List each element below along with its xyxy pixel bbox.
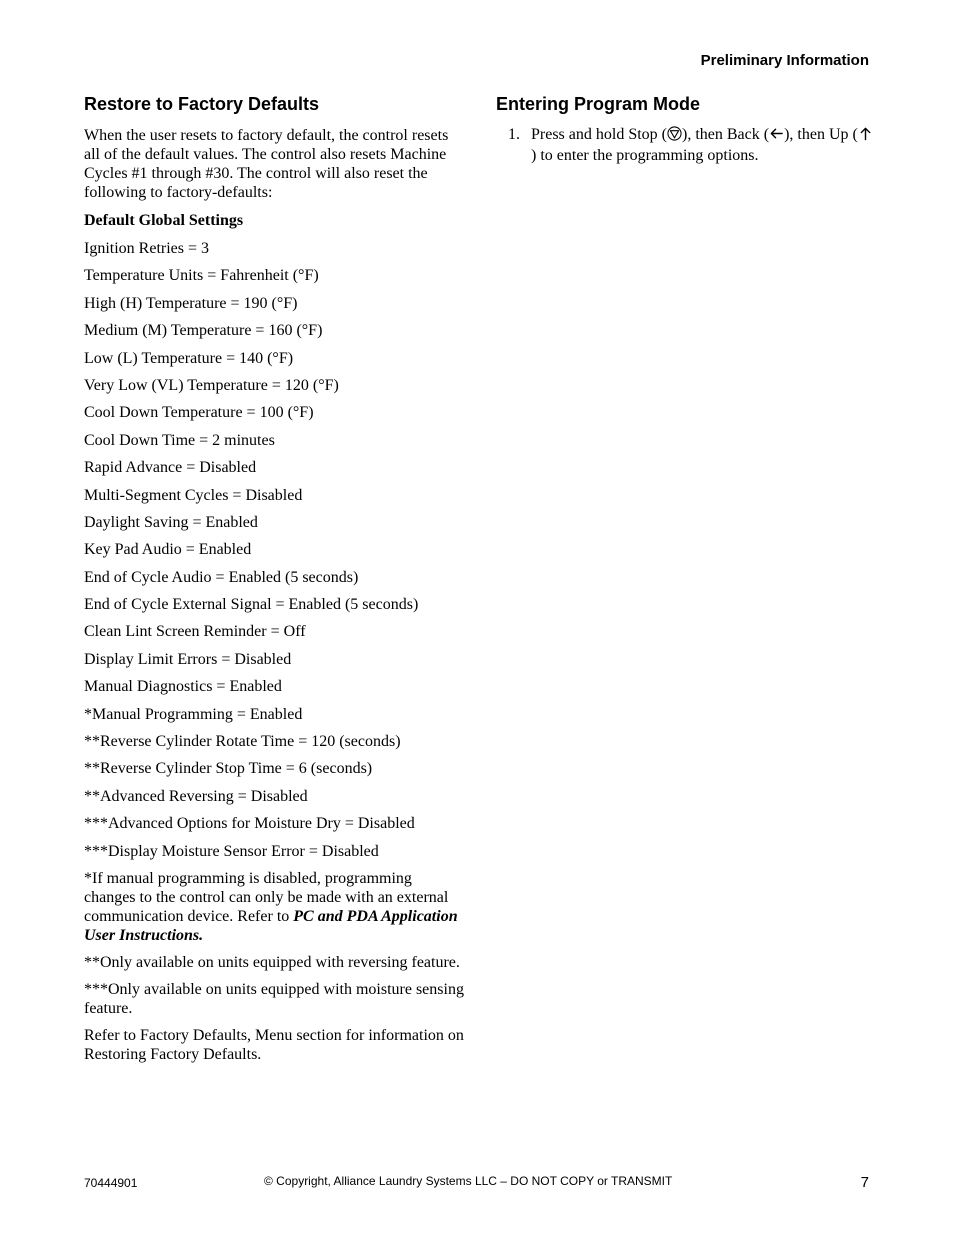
setting-line: Manual Diagnostics = Enabled [84,678,282,696]
header-note: Preliminary Information [700,52,869,69]
step-text-part: ), then Up ( [784,126,858,143]
list-item [508,124,876,166]
restore-defaults-section [84,93,464,1072]
setting-line: Temperature Units = Fahrenheit (°F) [84,267,319,285]
setting-line: *Manual Programming = Enabled [84,705,303,723]
note-reversing: **Only available on units equipped with reversing feature. [84,953,460,971]
setting-line: End of Cycle Audio = Enabled (5 seconds) [84,568,359,586]
setting-line: ***Advanced Options for Moisture Dry = Disabled [84,815,415,833]
stop-icon [667,126,682,141]
setting-line: Clean Lint Screen Reminder = Off [84,623,306,641]
section-title: Entering Program Mode [496,94,701,114]
page-number: 7 [860,1174,869,1191]
setting-line: Daylight Saving = Enabled [84,513,258,531]
document-reference: PC and PDA Application User Instructions. [84,907,458,944]
setting-line: Cool Down Time = 2 minutes [84,431,275,449]
setting-line: Cool Down Temperature = 100 (°F) [84,404,314,422]
note-moisture: ***Only available on units equipped with moisture sensing feature. [84,980,464,1017]
setting-line: Medium (M) Temperature = 160 (°F) [84,322,323,340]
setting-line: Multi-Segment Cycles = Disabled [84,486,303,504]
setting-line: End of Cycle External Signal = Enabled (5 seconds) [84,596,419,614]
copyright-notice: © Copyright, Alliance Laundry Systems LLC – DO NOT COPY or TRANSMIT [264,1174,673,1188]
setting-line: **Reverse Cylinder Rotate Time = 120 (seconds) [84,733,401,751]
setting-line: **Reverse Cylinder Stop Time = 6 (seconds) [84,760,373,778]
subheading: Default Global Settings [84,212,244,229]
document-number: 70444901 [84,1176,138,1190]
setting-line: Very Low (VL) Temperature = 120 (°F) [84,376,339,394]
setting-line: Key Pad Audio = Enabled [84,541,252,559]
step-text-part: ) to enter the programming options. [531,147,759,164]
setting-line: Display Limit Errors = Disabled [84,650,292,668]
program-mode-section [496,93,876,166]
section-title: Restore to Factory Defaults [84,94,320,114]
setting-line: High (H) Temperature = 190 (°F) [84,294,298,312]
step-text [531,124,876,166]
setting-line: Rapid Advance = Disabled [84,459,257,477]
setting-line: Ignition Retries = 3 [84,240,210,257]
settings-list [84,239,464,861]
note-manual-programming [84,869,464,945]
step-text-part: Press and hold Stop ( [531,126,667,143]
step-text-part: ), then Back ( [682,126,770,143]
back-arrow-icon [769,126,784,141]
step-number: 1. [508,126,520,143]
intro-paragraph: When the user resets to factory default, the control resets all of the default values. The control also resets Machine Cycles #1 through #30. The control will also reset the following to factory-defaults: [84,127,449,201]
up-arrow-icon [858,126,873,141]
setting-line: Low (L) Temperature = 140 (°F) [84,349,294,367]
note-text: *If manual programming is disabled, programming changes to the control can only be made with an external communication device. Refer to [84,869,449,925]
note-refer: Refer to Factory Defaults, Menu section for information on Restoring Factory Defaults. [84,1026,464,1063]
setting-line: ***Display Moisture Sensor Error = Disabled [84,842,379,860]
setting-line: **Advanced Reversing = Disabled [84,787,308,805]
